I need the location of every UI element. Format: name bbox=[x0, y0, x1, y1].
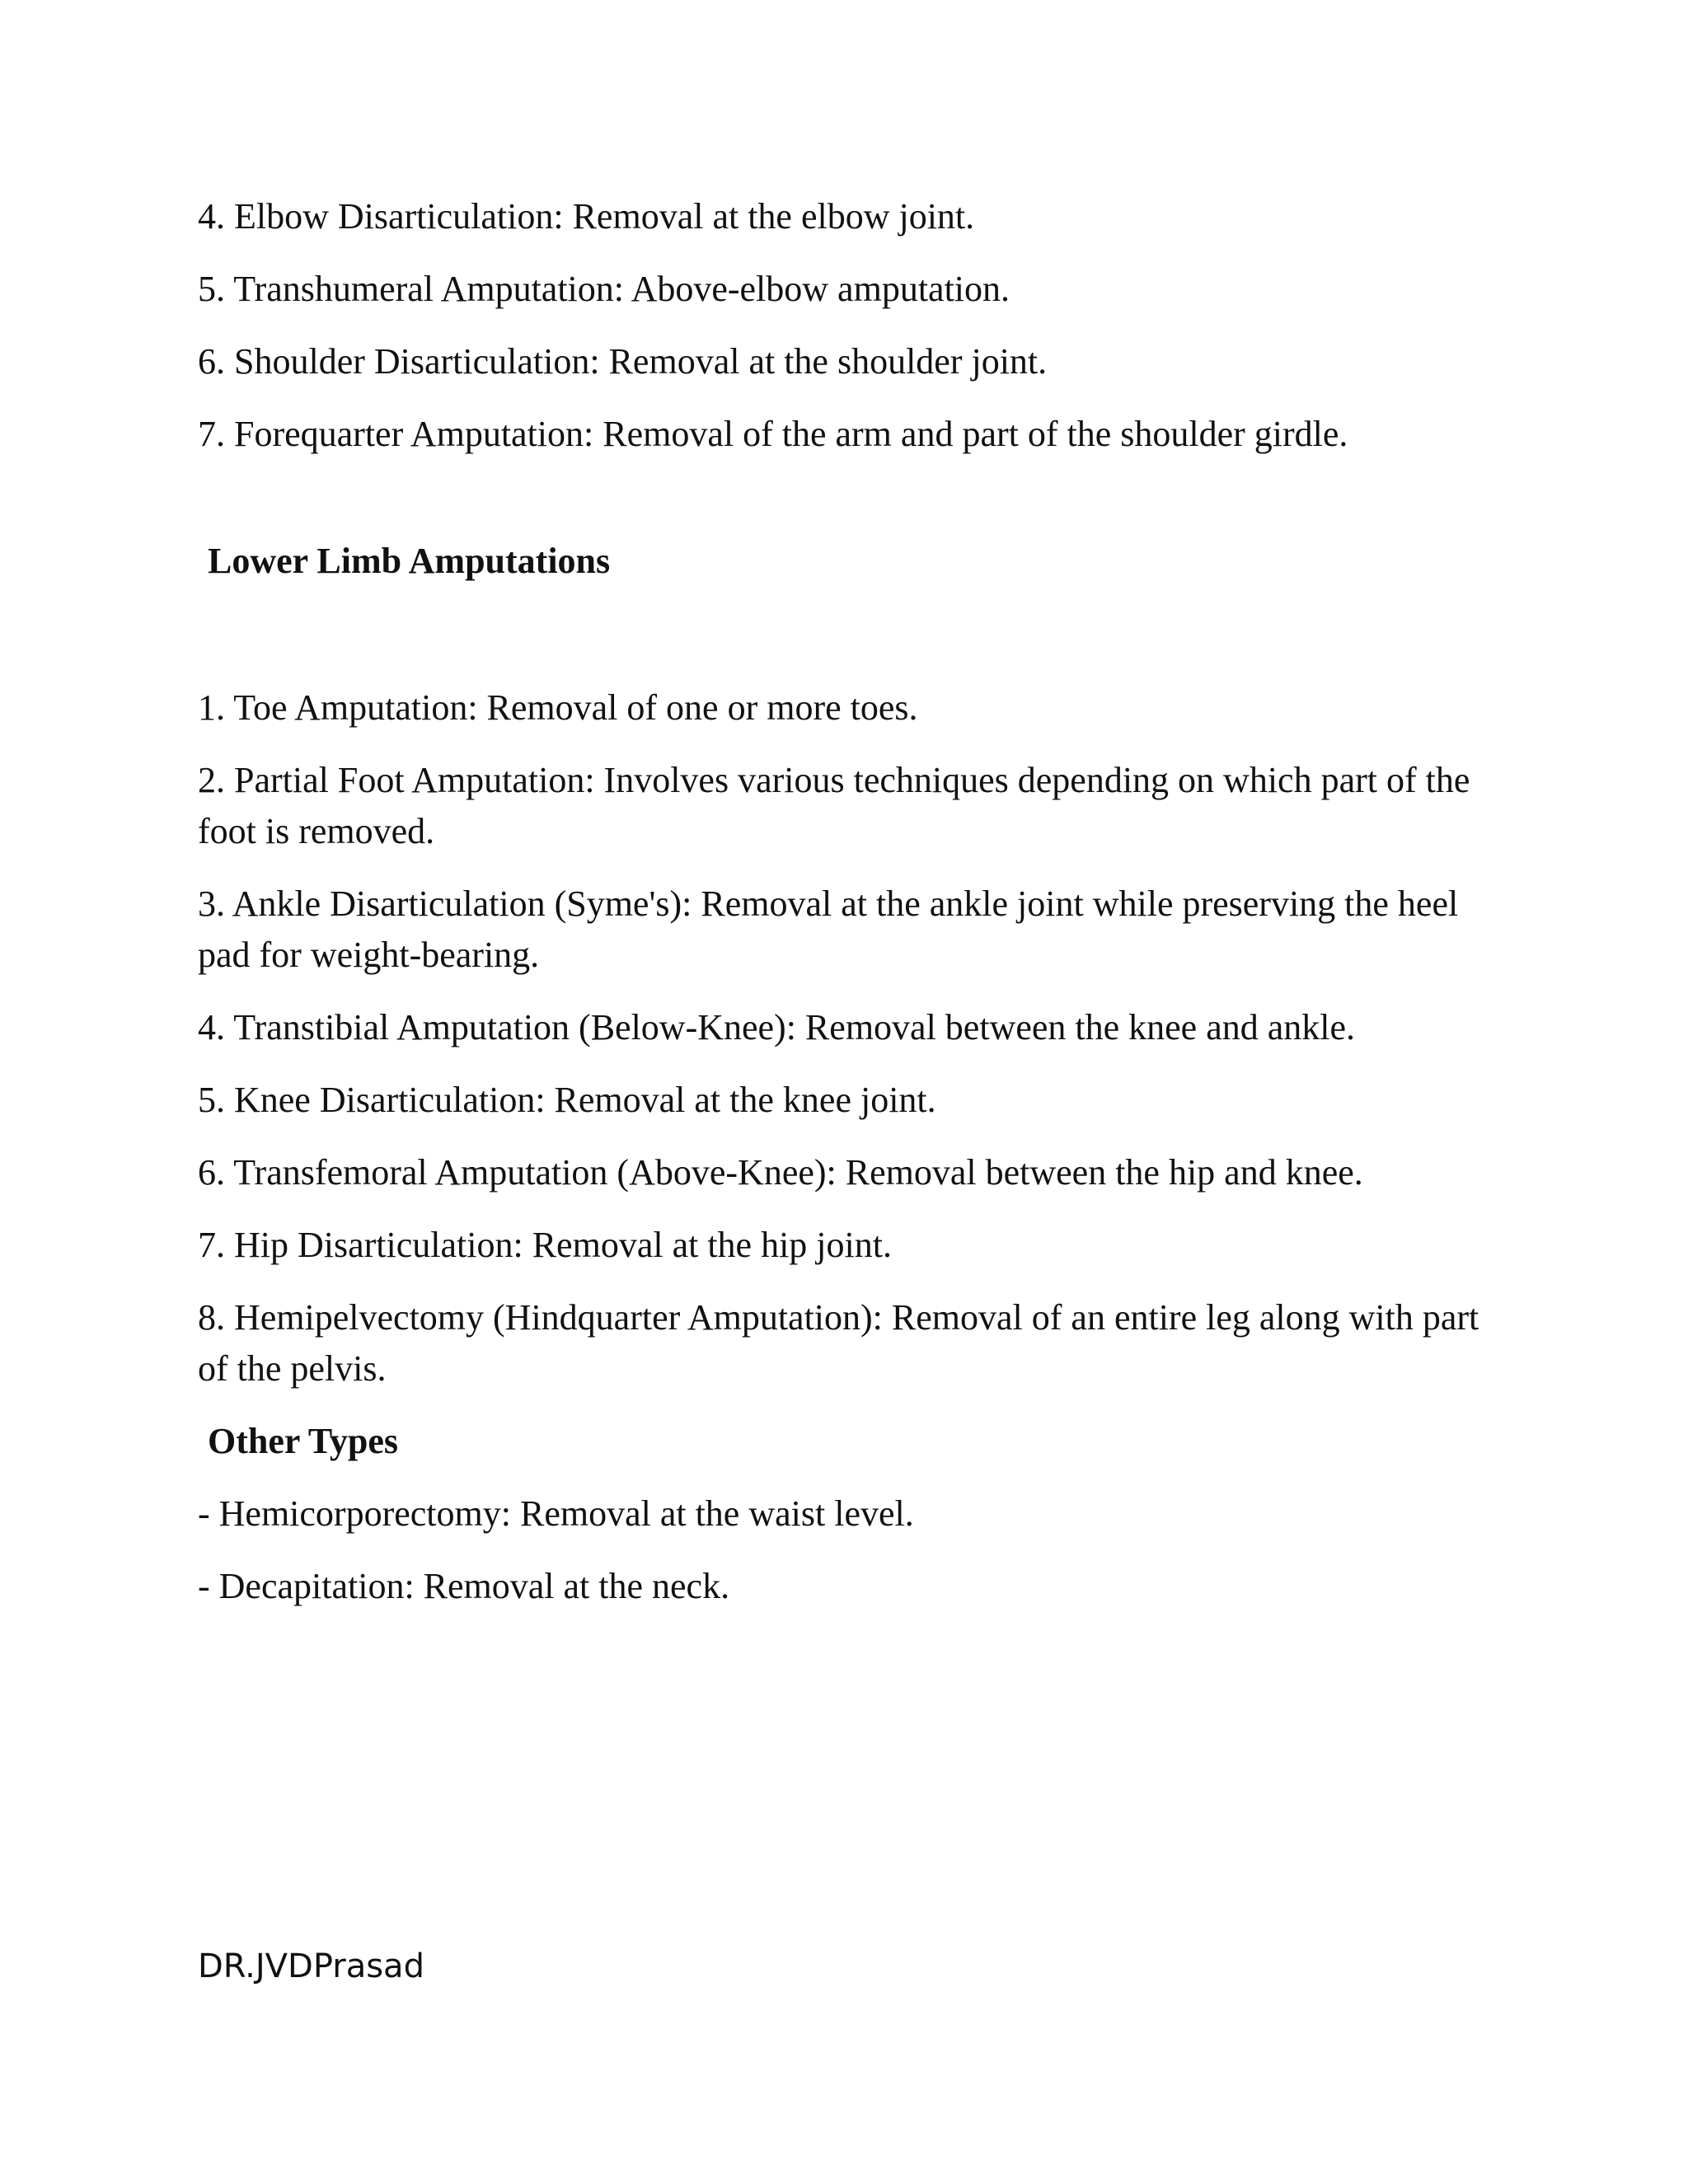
list-item: 7. Hip Disarticulation: Removal at the hip joint. bbox=[198, 1225, 892, 1265]
document-body bbox=[198, 191, 1484, 1633]
list-item: 6. Transfemoral Amputation (Above-Knee): Removal between the hip and knee. bbox=[198, 1152, 1363, 1193]
section-heading-lower-limb: Lower Limb Amputations bbox=[208, 541, 611, 581]
upper-limb-list bbox=[198, 191, 1484, 460]
section-heading-other-types: Other Types bbox=[208, 1421, 399, 1461]
lower-limb-list bbox=[198, 682, 1484, 1394]
list-item: 5. Knee Disarticulation: Removal at the knee joint. bbox=[198, 1080, 936, 1120]
list-item: 3. Ankle Disarticulation (Syme's): Removal at the ankle joint while preserving the heel pad for weight-bearing. bbox=[198, 883, 1459, 975]
list-item: 5. Transhumeral Amputation: Above-elbow amputation. bbox=[198, 269, 1010, 309]
author-footer: DR.JVDPrasad bbox=[198, 1947, 424, 1985]
list-item: 2. Partial Foot Amputation: Involves various techniques depending on which part of the foot is removed. bbox=[198, 760, 1470, 851]
list-item: 1. Toe Amputation: Removal of one or more toes. bbox=[198, 687, 918, 728]
list-item: - Decapitation: Removal at the neck. bbox=[198, 1566, 730, 1606]
list-item: 6. Shoulder Disarticulation: Removal at the shoulder joint. bbox=[198, 341, 1048, 382]
list-item: - Hemicorporectomy: Removal at the waist level. bbox=[198, 1493, 914, 1534]
list-item: 7. Forequarter Amputation: Removal of the arm and part of the shoulder girdle. bbox=[198, 414, 1348, 454]
other-types-list bbox=[198, 1488, 1484, 1612]
list-item: 4. Transtibial Amputation (Below-Knee): Removal between the knee and ankle. bbox=[198, 1007, 1356, 1047]
list-item: 4. Elbow Disarticulation: Removal at the elbow joint. bbox=[198, 196, 975, 237]
list-item: 8. Hemipelvectomy (Hindquarter Amputation): Removal of an entire leg along with part of the pelvis. bbox=[198, 1297, 1479, 1389]
